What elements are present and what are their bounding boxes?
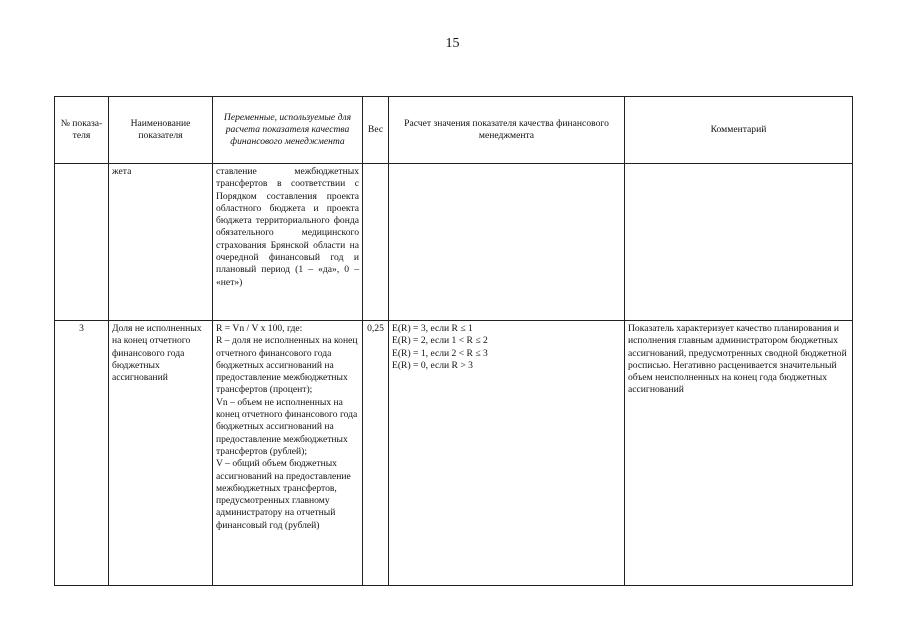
table-row xyxy=(55,321,853,586)
page-number: 15 xyxy=(445,36,460,51)
variable-v-definition: V – общий объем бюджетных ассигнований на предоставление межбюджетных трансфертов, предусмотренных главному администратору на отчетный финансовый год (рублей) xyxy=(216,458,351,531)
cell-calculation xyxy=(389,321,625,586)
indicator-table xyxy=(54,96,853,586)
table-row xyxy=(55,164,853,321)
header-variables: Переменные, используемые для расчета показателя качества финансового менеджмента xyxy=(213,97,363,164)
calc-rule: E(R) = 0, если R > 3 xyxy=(392,359,473,371)
variable-vn-definition: Vn – объем не исполненных на конец отчетного финансового года бюджетных ассигнований на предоставление межбюджетных трансфертов (рублей); xyxy=(216,396,358,457)
cell-indicator-name: жета xyxy=(109,164,213,321)
variable-r-definition: R – доля не исполненных на конец отчетного финансового года бюджетных ассигнований на предоставление межбюджетных трансфертов (процент); xyxy=(216,335,358,396)
calc-rule: E(R) = 1, если 2 < R ≤ 3 xyxy=(392,347,488,359)
header-calculation: Расчет значения показателя качества финансового менеджмента xyxy=(389,97,625,164)
cell-variables: ставление межбюджетных трансфертов в соответствии с Порядком составления проекта областного бюджета и проекта бюджета территориального фонда обязательного медицинского страхования Брянской области на очередной финансовый год и плановый период (1 – «да», 0 – «нет») xyxy=(213,164,363,321)
cell-variables xyxy=(213,321,363,586)
header-weight: Вес xyxy=(363,97,389,164)
cell-comment xyxy=(625,164,853,321)
header-indicator-name: Наименование показателя xyxy=(109,97,213,164)
table-header-row xyxy=(55,97,853,164)
formula-text: R = Vn / V x 100, где: xyxy=(216,323,303,334)
cell-indicator-number xyxy=(55,164,109,321)
cell-comment: Показатель характеризует качество планирования и исполнения главным администратором бюджетных ассигнований, предусмотренных сводной бюджетной росписью. Негативно расценивается значительный объем неисполненных на конец года бюджетных ассигнований xyxy=(625,321,853,586)
cell-indicator-name: Доля не исполненных на конец отчетного финансового года бюджетных ассигнований xyxy=(109,321,213,586)
header-comment: Комментарий xyxy=(625,97,853,164)
cell-weight xyxy=(363,164,389,321)
calc-rule: E(R) = 3, если R ≤ 1 xyxy=(392,323,473,334)
cell-weight: 0,25 xyxy=(363,321,389,586)
cell-calculation xyxy=(389,164,625,321)
calc-rule: E(R) = 2, если 1 < R ≤ 2 xyxy=(392,335,488,347)
cell-indicator-number: 3 xyxy=(55,321,109,586)
header-indicator-number: № показа-теля xyxy=(55,97,109,164)
